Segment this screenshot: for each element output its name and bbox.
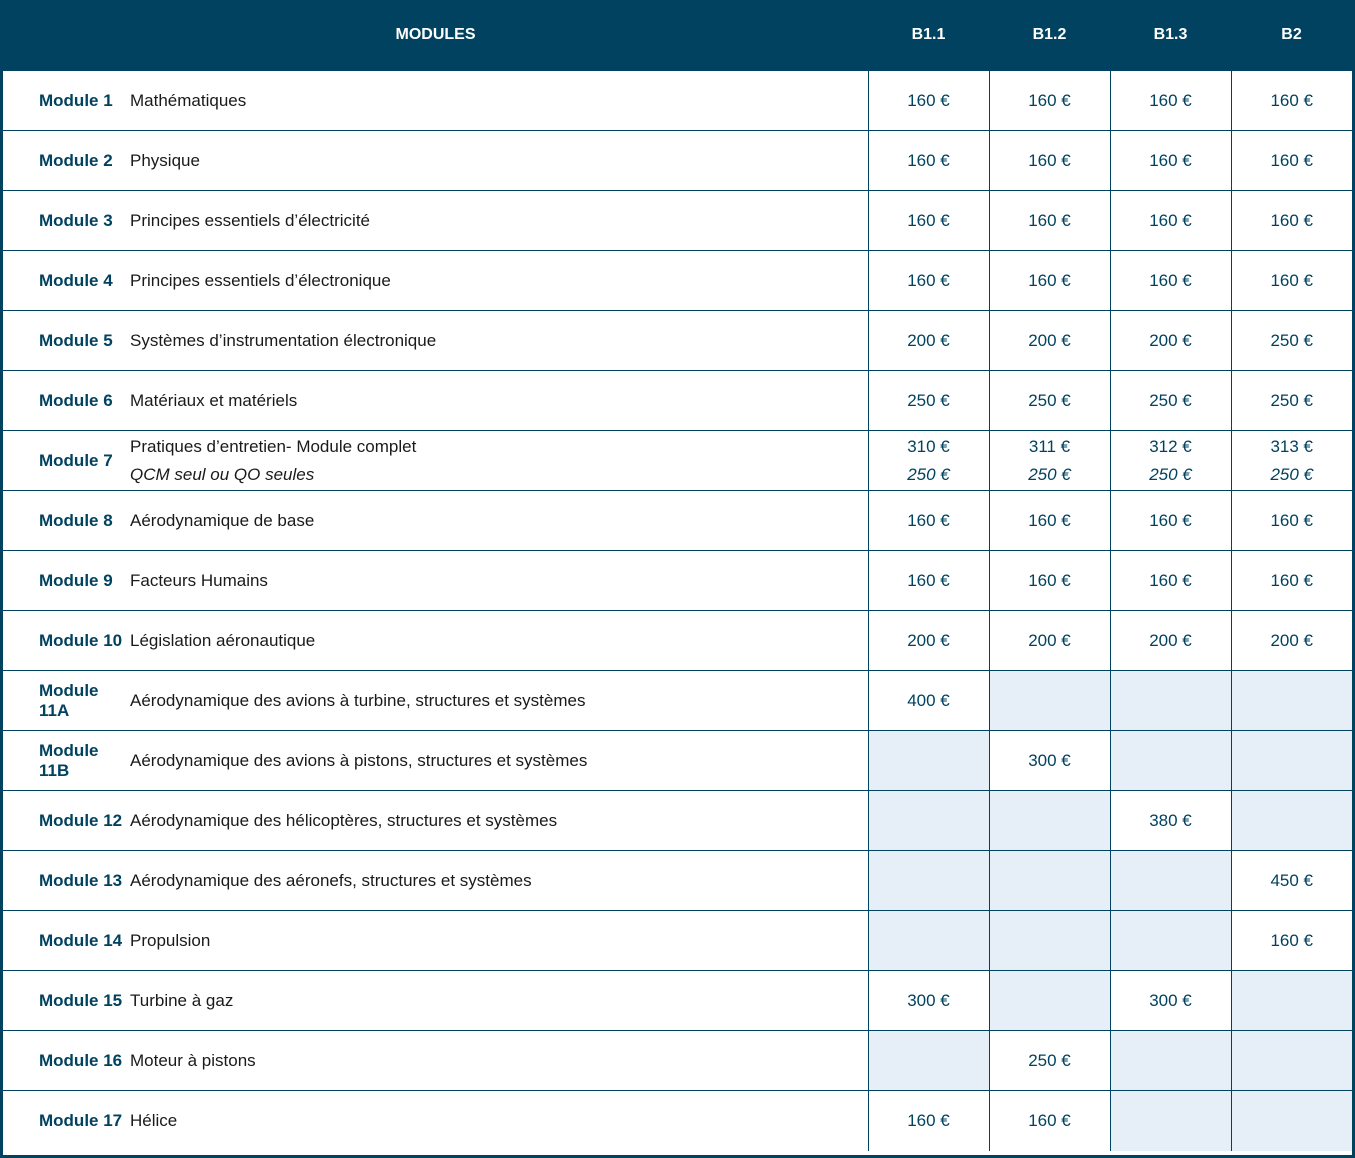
module-name: Module 4 xyxy=(3,251,126,311)
module-description: Matériaux et matériels xyxy=(126,371,868,431)
empty-price-cell xyxy=(989,671,1110,731)
table-row xyxy=(3,71,1352,131)
price-value: 160 € xyxy=(868,131,989,191)
price-value: 200 € xyxy=(1110,311,1231,371)
price-value-alt: 250 € xyxy=(1270,464,1314,484)
column-header-b1-2: B1.2 xyxy=(989,0,1110,71)
table-row xyxy=(3,791,1352,851)
price-cell xyxy=(989,431,1110,491)
table-row xyxy=(3,491,1352,551)
module-description: Aérodynamique de base xyxy=(126,491,868,551)
table-row xyxy=(3,731,1352,791)
module-description: Hélice xyxy=(126,1091,868,1151)
price-value-alt: 250 € xyxy=(1028,464,1071,484)
price-value: 160 € xyxy=(989,71,1110,131)
price-value-alt: 250 € xyxy=(907,464,950,484)
column-header-b1-3: B1.3 xyxy=(1110,0,1231,71)
empty-price-cell xyxy=(1231,791,1352,851)
module-name: Module 8 xyxy=(3,491,126,551)
module-name: Module 7 xyxy=(3,431,126,491)
module-description: Pratiques d’entretien- Module complet xyxy=(130,436,417,456)
module-description: Facteurs Humains xyxy=(126,551,868,611)
table-row xyxy=(3,911,1352,971)
price-value: 160 € xyxy=(1110,131,1231,191)
modules-header: MODULES xyxy=(3,0,868,71)
empty-price-cell xyxy=(868,911,989,971)
module-description: Principes essentiels d’électricité xyxy=(126,191,868,251)
price-value: 160 € xyxy=(1110,491,1231,551)
module-name: Module 15 xyxy=(3,971,126,1031)
empty-price-cell xyxy=(1110,671,1231,731)
price-value: 380 € xyxy=(1110,791,1231,851)
price-value: 160 € xyxy=(989,131,1110,191)
module-description: Aérodynamique des avions à pistons, structures et systèmes xyxy=(126,731,868,791)
price-value-alt: 250 € xyxy=(1149,464,1192,484)
empty-price-cell xyxy=(1231,1091,1352,1151)
module-name: Module 14 xyxy=(3,911,126,971)
price-value: 160 € xyxy=(1231,491,1352,551)
table-body xyxy=(3,71,1352,1151)
table-row xyxy=(3,431,1352,491)
module-description: Aérodynamique des hélicoptères, structures et systèmes xyxy=(126,791,868,851)
module-name: Module 11A xyxy=(3,671,126,731)
module-description: Aérodynamique des aéronefs, structures et systèmes xyxy=(126,851,868,911)
price-value: 450 € xyxy=(1231,851,1352,911)
module-name: Module 9 xyxy=(3,551,126,611)
empty-price-cell xyxy=(989,791,1110,851)
empty-price-cell xyxy=(1231,731,1352,791)
module-name: Module 6 xyxy=(3,371,126,431)
empty-price-cell xyxy=(989,971,1110,1031)
empty-price-cell xyxy=(1110,1091,1231,1151)
price-value: 200 € xyxy=(868,611,989,671)
module-description: Propulsion xyxy=(126,911,868,971)
table-row xyxy=(3,971,1352,1031)
table-row xyxy=(3,191,1352,251)
price-value: 160 € xyxy=(989,551,1110,611)
module-pricing-table xyxy=(3,0,1352,1151)
module-description: Physique xyxy=(126,131,868,191)
price-value: 311 € xyxy=(1028,436,1071,456)
module-name: Module 12 xyxy=(3,791,126,851)
price-value: 160 € xyxy=(1231,191,1352,251)
module-name: Module 16 xyxy=(3,1031,126,1091)
table-header-row xyxy=(3,0,1352,71)
price-value: 200 € xyxy=(989,311,1110,371)
empty-price-cell xyxy=(1110,1031,1231,1091)
price-value: 400 € xyxy=(868,671,989,731)
table-row xyxy=(3,851,1352,911)
price-value: 160 € xyxy=(989,491,1110,551)
price-value: 300 € xyxy=(989,731,1110,791)
empty-price-cell xyxy=(1110,851,1231,911)
module-name: Module 11B xyxy=(3,731,126,791)
module-name: Module 13 xyxy=(3,851,126,911)
price-value: 300 € xyxy=(868,971,989,1031)
empty-price-cell xyxy=(868,851,989,911)
price-value: 250 € xyxy=(989,1031,1110,1091)
price-value: 160 € xyxy=(868,251,989,311)
price-value: 160 € xyxy=(868,1091,989,1151)
module-description: Aérodynamique des avions à turbine, structures et systèmes xyxy=(126,671,868,731)
price-value: 250 € xyxy=(868,371,989,431)
column-header-b2: B2 xyxy=(1231,0,1352,71)
price-value: 160 € xyxy=(1110,251,1231,311)
empty-price-cell xyxy=(989,851,1110,911)
price-value: 313 € xyxy=(1270,436,1314,456)
table-row xyxy=(3,1091,1352,1151)
module-name: Module 5 xyxy=(3,311,126,371)
table-row xyxy=(3,671,1352,731)
price-value: 160 € xyxy=(1110,71,1231,131)
table-row xyxy=(3,131,1352,191)
module-description: Turbine à gaz xyxy=(126,971,868,1031)
price-value: 160 € xyxy=(989,1091,1110,1151)
column-header-b1-1: B1.1 xyxy=(868,0,989,71)
table-row xyxy=(3,371,1352,431)
module-name: Module 2 xyxy=(3,131,126,191)
empty-price-cell xyxy=(989,911,1110,971)
price-value: 250 € xyxy=(989,371,1110,431)
price-value: 160 € xyxy=(1231,251,1352,311)
price-value: 200 € xyxy=(1110,611,1231,671)
empty-price-cell xyxy=(868,791,989,851)
price-value: 200 € xyxy=(868,311,989,371)
module-description: Moteur à pistons xyxy=(126,1031,868,1091)
module-name: Module 17 xyxy=(3,1091,126,1151)
price-value: 160 € xyxy=(989,251,1110,311)
module-description: Principes essentiels d’électronique xyxy=(126,251,868,311)
empty-price-cell xyxy=(1231,971,1352,1031)
price-value: 160 € xyxy=(1231,911,1352,971)
empty-price-cell xyxy=(1231,671,1352,731)
module-description: Mathématiques xyxy=(126,71,868,131)
price-value: 160 € xyxy=(868,551,989,611)
module-name: Module 1 xyxy=(3,71,126,131)
price-value: 160 € xyxy=(1110,551,1231,611)
price-value: 310 € xyxy=(907,436,950,456)
table-row xyxy=(3,311,1352,371)
empty-price-cell xyxy=(868,1031,989,1091)
module-description-alt: QCM seul ou QO seules xyxy=(130,464,315,484)
price-value: 160 € xyxy=(1231,71,1352,131)
price-value: 160 € xyxy=(1231,551,1352,611)
price-value: 160 € xyxy=(1110,191,1231,251)
price-cell xyxy=(1231,431,1352,491)
price-value: 160 € xyxy=(1231,131,1352,191)
price-cell xyxy=(868,431,989,491)
empty-price-cell xyxy=(1110,731,1231,791)
price-cell xyxy=(1110,431,1231,491)
module-name: Module 3 xyxy=(3,191,126,251)
empty-price-cell xyxy=(868,731,989,791)
price-value: 200 € xyxy=(989,611,1110,671)
price-value: 200 € xyxy=(1231,611,1352,671)
price-value: 300 € xyxy=(1110,971,1231,1031)
price-value: 250 € xyxy=(1231,371,1352,431)
table-row xyxy=(3,611,1352,671)
module-description-cell xyxy=(126,431,868,491)
module-description: Législation aéronautique xyxy=(126,611,868,671)
table-row xyxy=(3,1031,1352,1091)
price-value: 160 € xyxy=(989,191,1110,251)
table-row xyxy=(3,551,1352,611)
empty-price-cell xyxy=(1231,1031,1352,1091)
price-value: 160 € xyxy=(868,191,989,251)
price-value: 312 € xyxy=(1149,436,1192,456)
price-value: 250 € xyxy=(1231,311,1352,371)
price-value: 160 € xyxy=(868,491,989,551)
module-description: Systèmes d’instrumentation électronique xyxy=(126,311,868,371)
empty-price-cell xyxy=(1110,911,1231,971)
module-name: Module 10 xyxy=(3,611,126,671)
price-value: 250 € xyxy=(1110,371,1231,431)
price-value: 160 € xyxy=(868,71,989,131)
table-row xyxy=(3,251,1352,311)
